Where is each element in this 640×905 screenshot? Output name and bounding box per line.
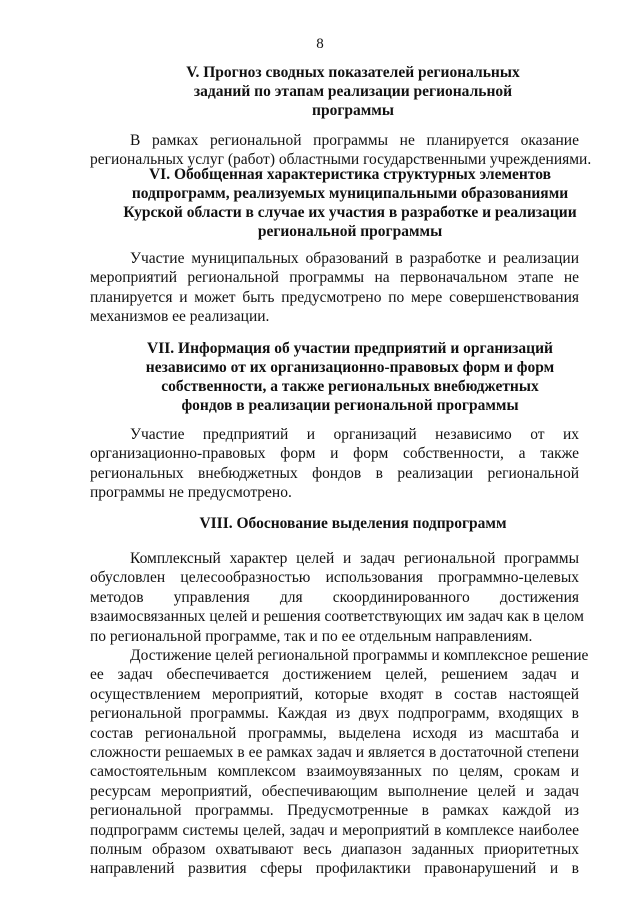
text-line: Достижение целей региональной программы и комплексное решение <box>130 647 589 664</box>
text-line: Комплексный характер целей и задач региональной программы <box>130 550 579 567</box>
text-line: состав региональной программы, выделена исходя из масштаба и <box>90 724 579 742</box>
text-line: мероприятий региональной программы на первоначальном этапе не <box>90 269 579 287</box>
section-vi-paragraph <box>90 249 579 327</box>
heading-line: VI. Обобщенная характеристика структурных элементов <box>148 166 552 183</box>
section-viii-paragraph-1 <box>90 549 584 646</box>
text-line: направлений развития сферы профилактики правонарушений и в <box>90 860 579 878</box>
text-line: организационно-правовых форм и форм собственности, а также <box>90 445 579 463</box>
page-number: 8 <box>316 36 324 52</box>
text-line: осуществлением мероприятий, которые входят в состав настоящей <box>90 685 579 703</box>
text-line: методов управления для скоординированного достижения <box>90 588 579 606</box>
text-line: Участие муниципальных образований в разработке и реализации <box>130 250 579 267</box>
text-line: самостоятельным комплексом взаимоувязанных по целям, срокам и <box>90 763 579 781</box>
text-line: программы не предусмотрено. <box>90 484 292 502</box>
heading-line: программы <box>312 102 394 119</box>
text-line: обусловлен целесообразностью использования программно-целевых <box>90 569 579 587</box>
section-vii-paragraph <box>90 425 579 503</box>
text-line: полным образом охватывают весь диапазон заданных приоритетных <box>90 841 579 859</box>
section-vii-heading <box>135 339 565 415</box>
text-line: региональной программы. Предусмотренные в рамках каждой из <box>90 802 579 820</box>
heading-line: Курской области в случае их участия в разработке и реализации <box>123 204 577 221</box>
heading-line: VIII. Обоснование выделения подпрограмм <box>199 515 507 532</box>
text-line: региональной программы. Каждая из двух подпрограмм, входящих в <box>90 705 579 723</box>
text-line: планируется и может быть предусмотрено по мере совершенствования <box>90 288 579 306</box>
section-viii-heading <box>150 514 556 533</box>
text-line: сложности решаемых в ее рамках задач и является в достаточной степени <box>90 744 579 762</box>
section-v-heading <box>150 63 556 120</box>
heading-line: заданий по этапам реализации региональной <box>193 83 513 100</box>
text-line: ресурсам мероприятий, обеспечивающим выполнение целей и задач <box>90 782 579 800</box>
heading-line: собственности, а также региональных внебюджетных <box>161 378 539 395</box>
heading-line: независимо от их организационно-правовых форм и форм <box>145 359 555 376</box>
heading-line: V. Прогноз сводных показателей региональных <box>186 64 520 81</box>
text-line: по региональной программе, так и по ее отдельным направлениям. <box>90 627 533 645</box>
text-line: Участие предприятий и организаций независимо от их <box>130 426 579 443</box>
heading-line: VII. Информация об участии предприятий и организаций <box>147 340 553 357</box>
text-line: В рамках региональной программы не планируется оказание <box>130 132 579 149</box>
section-viii-paragraph-2 <box>90 646 589 879</box>
section-v-paragraph <box>90 131 592 170</box>
heading-line: региональной программы <box>257 223 443 240</box>
section-vi-heading <box>105 165 595 241</box>
text-line: механизмов ее реализации. <box>90 308 270 326</box>
text-line: подпрограмм системы целей, задач и мероприятий в комплексе наиболее <box>90 821 579 839</box>
text-line: взаимосвязанных целей и решения соответствующих им задач как в целом <box>90 608 584 626</box>
text-line: региональных услуг (работ) областными государственными учреждениями. <box>90 151 592 169</box>
text-line: региональных внебюджетных фондов в реализации региональной <box>90 464 579 482</box>
text-line: ее задач обеспечивается достижением целей, решением задач и <box>90 666 579 684</box>
heading-line: фондов в реализации региональной программы <box>181 397 519 414</box>
heading-line: подпрограмм, реализуемых муниципальными образованиями <box>131 185 569 202</box>
